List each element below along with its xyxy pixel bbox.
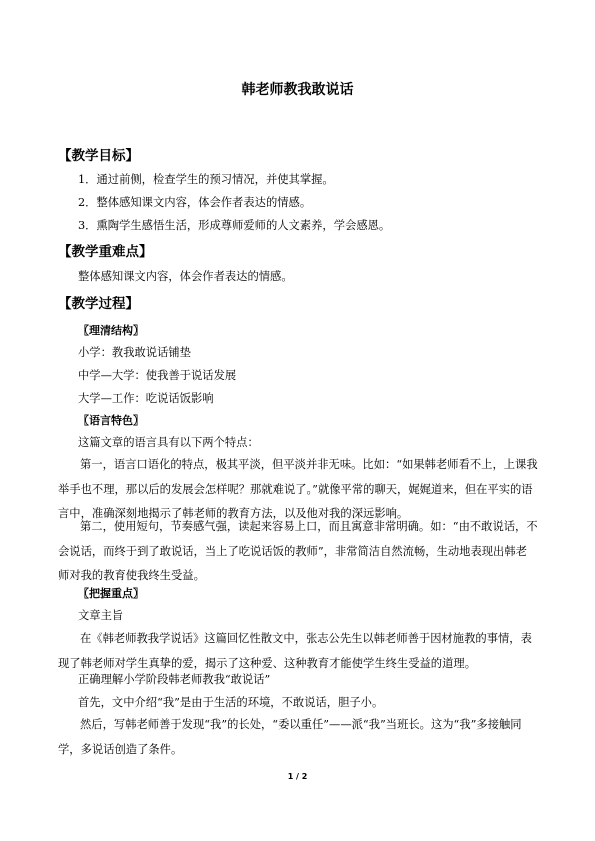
section-heading-goals: 【教学目标】 [58, 148, 139, 164]
language-intro: 这篇文章的语言具有以下两个特点： [78, 436, 259, 449]
language-paragraph-2 [58, 515, 538, 589]
language-paragraph-1-text: 第一，语言口语化的特点，极其平淡，但平淡并非无味。比如：“如果韩老师看不上，上课我举手也不理，那以后的发展会怎样呢？那就难说了。”就像平常的聊天，娓娓道来，但在平实的语言中，准确深刻地揭示了韩老师的教育方法，以及他对我的深远影响。 [58, 458, 538, 520]
subheading-structure: 〖理清结构〗 [78, 324, 144, 337]
focus-subtitle: 文章主旨 [78, 609, 124, 622]
structure-line-1: 小学：教我敢说话铺垫 [78, 346, 191, 359]
page-number: 1 / 2 [287, 772, 308, 781]
goal-item-3: 3．熏陶学生感悟生活，形成尊师爱师的人文素养，学会感恩。 [78, 219, 391, 232]
focus-paragraph-1 [58, 627, 538, 676]
focus-paragraph-1-text: 在《韩老师教我学说话》这篇回忆性散文中，张志公先生以韩老师善于因材施教的事情，表现了韩老师对学生真挚的爱，揭示了这种爱、这种教育才能使学生终生受益的道理。 [58, 632, 532, 670]
section-heading-key: 【教学重难点】 [58, 244, 153, 260]
focus-paragraph-2: 首先，文中介绍“我”是由于生活的环境，不敢说话，胆子小。 [78, 696, 384, 709]
focus-paragraph-3 [58, 713, 538, 762]
structure-line-2: 中学—大学：使我善于说话发展 [78, 369, 237, 382]
subheading-language: 〖语言特色〗 [78, 414, 144, 427]
language-paragraph-2-text: 第二，使用短句，节奏感气强，读起来容易上口，而且寓意非常明确。如：“由不敢说话，不会说话，而终于到了敢说话，当上了吃说话饭的教师”，非常简洁自然流畅，生动地表现出韩老师对我的教育使我终生受益。 [58, 520, 538, 582]
structure-line-3: 大学—工作：吃说话饭影响 [78, 392, 214, 405]
goal-item-1: 1．通过前侧，检查学生的预习情况，并使其掌握。 [78, 173, 334, 186]
subheading-focus: 〖把握重点〗 [78, 587, 144, 600]
key-text: 整体感知课文内容，体会作者表达的情感。 [78, 270, 293, 283]
focus-paragraph-3-text: 然后，写韩老师善于发现“我”的长处，“委以重任”——派“我”当班长。这为“我”多接触同学，多说话创造了条件。 [58, 718, 522, 756]
focus-understand: 正确理解小学阶段韩老师教我“敢说话” [78, 673, 271, 686]
goal-item-2: 2．整体感知课文内容，体会作者表达的情感。 [78, 196, 312, 209]
section-heading-process: 【教学过程】 [58, 296, 139, 312]
page-title: 韩老师教我敢说话 [241, 82, 354, 98]
